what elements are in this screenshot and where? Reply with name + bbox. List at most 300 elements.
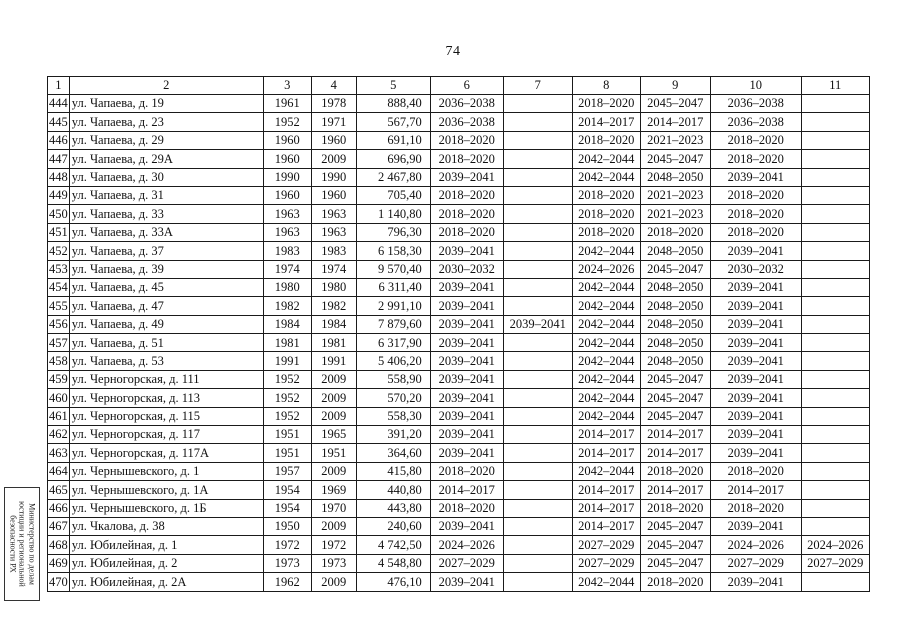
- year-built-cell: 1960: [263, 131, 311, 149]
- year-commissioned-cell: 1991: [311, 352, 356, 370]
- period-col-10-cell: 2018–2020: [710, 223, 801, 241]
- period-col-11-cell: [801, 352, 869, 370]
- period-col-11-cell: 2027–2029: [801, 554, 869, 572]
- period-col-7-cell: [503, 260, 572, 278]
- area-cell: 5 406,20: [356, 352, 430, 370]
- table-row: [48, 205, 870, 223]
- year-built-cell: 1952: [263, 370, 311, 388]
- period-col-10-cell: 2018–2020: [710, 499, 801, 517]
- row-number-cell: 457: [48, 334, 70, 352]
- table-row: [48, 481, 870, 499]
- table-row: [48, 242, 870, 260]
- period-col-10-cell: 2014–2017: [710, 481, 801, 499]
- address-cell: ул. Чапаева, д. 47: [69, 297, 263, 315]
- row-number-cell: 468: [48, 536, 70, 554]
- area-cell: 364,60: [356, 444, 430, 462]
- address-cell: ул. Чапаева, д. 33: [69, 205, 263, 223]
- row-number-cell: 451: [48, 223, 70, 241]
- year-commissioned-cell: 1983: [311, 242, 356, 260]
- address-cell: ул. Чапаева, д. 51: [69, 334, 263, 352]
- area-cell: 696,90: [356, 150, 430, 168]
- address-cell: ул. Чапаева, д. 49: [69, 315, 263, 333]
- period-col-8-cell: 2014–2017: [572, 499, 640, 517]
- year-built-cell: 1984: [263, 315, 311, 333]
- year-commissioned-cell: 2009: [311, 573, 356, 591]
- year-built-cell: 1957: [263, 462, 311, 480]
- year-commissioned-cell: 2009: [311, 462, 356, 480]
- period-col-10-cell: 2039–2041: [710, 407, 801, 425]
- period-col-6-cell: 2039–2041: [430, 168, 503, 186]
- row-number-cell: 454: [48, 278, 70, 296]
- period-col-11-cell: [801, 168, 869, 186]
- period-col-8-cell: 2042–2044: [572, 242, 640, 260]
- column-header-4: 4: [311, 77, 356, 95]
- area-cell: 4 548,80: [356, 554, 430, 572]
- period-col-8-cell: 2014–2017: [572, 481, 640, 499]
- column-header-6: 6: [430, 77, 503, 95]
- period-col-9-cell: 2045–2047: [640, 260, 710, 278]
- year-commissioned-cell: 1984: [311, 315, 356, 333]
- address-cell: ул. Чапаева, д. 29А: [69, 150, 263, 168]
- period-col-10-cell: 2039–2041: [710, 315, 801, 333]
- address-cell: ул. Чапаева, д. 30: [69, 168, 263, 186]
- table-row: [48, 426, 870, 444]
- year-built-cell: 1972: [263, 536, 311, 554]
- year-built-cell: 1991: [263, 352, 311, 370]
- period-col-11-cell: [801, 573, 869, 591]
- address-cell: ул. Чапаева, д. 37: [69, 242, 263, 260]
- period-col-11-cell: [801, 150, 869, 168]
- period-col-7-cell: [503, 278, 572, 296]
- period-col-6-cell: 2039–2041: [430, 573, 503, 591]
- column-header-10: 10: [710, 77, 801, 95]
- period-col-9-cell: 2014–2017: [640, 444, 710, 462]
- year-commissioned-cell: 1980: [311, 278, 356, 296]
- period-col-6-cell: 2039–2041: [430, 370, 503, 388]
- period-col-8-cell: 2042–2044: [572, 573, 640, 591]
- table-row: [48, 334, 870, 352]
- period-col-10-cell: 2039–2041: [710, 426, 801, 444]
- period-col-9-cell: 2045–2047: [640, 554, 710, 572]
- period-col-6-cell: 2039–2041: [430, 444, 503, 462]
- period-col-9-cell: 2045–2047: [640, 407, 710, 425]
- year-commissioned-cell: 2009: [311, 517, 356, 535]
- period-col-8-cell: 2042–2044: [572, 370, 640, 388]
- period-col-7-cell: [503, 462, 572, 480]
- period-col-9-cell: 2048–2050: [640, 315, 710, 333]
- address-cell: ул. Черногорская, д. 113: [69, 389, 263, 407]
- area-cell: 558,90: [356, 370, 430, 388]
- period-col-10-cell: 2039–2041: [710, 370, 801, 388]
- period-col-7-cell: [503, 573, 572, 591]
- period-col-6-cell: 2018–2020: [430, 223, 503, 241]
- period-col-6-cell: 2039–2041: [430, 242, 503, 260]
- period-col-9-cell: 2018–2020: [640, 462, 710, 480]
- period-col-6-cell: 2036–2038: [430, 95, 503, 113]
- year-built-cell: 1983: [263, 242, 311, 260]
- table-row: [48, 297, 870, 315]
- table-row: [48, 315, 870, 333]
- year-commissioned-cell: 1973: [311, 554, 356, 572]
- period-col-9-cell: 2048–2050: [640, 334, 710, 352]
- period-col-11-cell: [801, 481, 869, 499]
- column-header-5: 5: [356, 77, 430, 95]
- column-header-9: 9: [640, 77, 710, 95]
- period-col-6-cell: 2039–2041: [430, 297, 503, 315]
- table-row: [48, 278, 870, 296]
- address-cell: ул. Чкалова, д. 38: [69, 517, 263, 535]
- row-number-cell: 445: [48, 113, 70, 131]
- period-col-8-cell: 2027–2029: [572, 554, 640, 572]
- year-built-cell: 1962: [263, 573, 311, 591]
- table-row: [48, 186, 870, 204]
- table-body: [48, 95, 870, 592]
- period-col-6-cell: 2018–2020: [430, 186, 503, 204]
- year-built-cell: 1960: [263, 150, 311, 168]
- housing-register-table: [47, 76, 870, 592]
- period-col-11-cell: [801, 426, 869, 444]
- area-cell: 691,10: [356, 131, 430, 149]
- period-col-9-cell: 2045–2047: [640, 389, 710, 407]
- year-commissioned-cell: 2009: [311, 407, 356, 425]
- address-cell: ул. Черногорская, д. 115: [69, 407, 263, 425]
- row-number-cell: 446: [48, 131, 70, 149]
- period-col-7-cell: [503, 334, 572, 352]
- period-col-9-cell: 2048–2050: [640, 297, 710, 315]
- table-row: [48, 573, 870, 591]
- period-col-11-cell: [801, 186, 869, 204]
- row-number-cell: 466: [48, 499, 70, 517]
- period-col-8-cell: 2042–2044: [572, 462, 640, 480]
- area-cell: 415,80: [356, 462, 430, 480]
- period-col-6-cell: 2024–2026: [430, 536, 503, 554]
- area-cell: 7 879,60: [356, 315, 430, 333]
- year-built-cell: 1990: [263, 168, 311, 186]
- period-col-7-cell: [503, 481, 572, 499]
- period-col-10-cell: 2018–2020: [710, 131, 801, 149]
- period-col-10-cell: 2039–2041: [710, 517, 801, 535]
- year-commissioned-cell: 1974: [311, 260, 356, 278]
- period-col-11-cell: [801, 389, 869, 407]
- area-cell: 6 311,40: [356, 278, 430, 296]
- table-row: [48, 499, 870, 517]
- year-built-cell: 1954: [263, 481, 311, 499]
- address-cell: ул. Черногорская, д. 111: [69, 370, 263, 388]
- period-col-7-cell: [503, 242, 572, 260]
- period-col-7-cell: [503, 407, 572, 425]
- period-col-10-cell: 2018–2020: [710, 150, 801, 168]
- row-number-cell: 449: [48, 186, 70, 204]
- period-col-9-cell: 2014–2017: [640, 113, 710, 131]
- period-col-10-cell: 2039–2041: [710, 242, 801, 260]
- period-col-6-cell: 2039–2041: [430, 334, 503, 352]
- column-number-header: [48, 77, 870, 95]
- year-commissioned-cell: 1990: [311, 168, 356, 186]
- period-col-11-cell: [801, 260, 869, 278]
- row-number-cell: 455: [48, 297, 70, 315]
- period-col-6-cell: 2039–2041: [430, 389, 503, 407]
- period-col-7-cell: [503, 444, 572, 462]
- period-col-6-cell: 2014–2017: [430, 481, 503, 499]
- period-col-11-cell: [801, 278, 869, 296]
- address-cell: ул. Чапаева, д. 19: [69, 95, 263, 113]
- area-cell: 240,60: [356, 517, 430, 535]
- period-col-9-cell: 2018–2020: [640, 573, 710, 591]
- address-cell: ул. Чапаева, д. 23: [69, 113, 263, 131]
- period-col-7-cell: [503, 352, 572, 370]
- area-cell: 2 467,80: [356, 168, 430, 186]
- period-col-8-cell: 2018–2020: [572, 223, 640, 241]
- table-row: [48, 95, 870, 113]
- period-col-9-cell: 2045–2047: [640, 150, 710, 168]
- period-col-8-cell: 2027–2029: [572, 536, 640, 554]
- year-commissioned-cell: 1963: [311, 205, 356, 223]
- area-cell: 440,80: [356, 481, 430, 499]
- year-built-cell: 1974: [263, 260, 311, 278]
- period-col-11-cell: [801, 517, 869, 535]
- period-col-7-cell: [503, 554, 572, 572]
- period-col-7-cell: [503, 499, 572, 517]
- year-built-cell: 1960: [263, 186, 311, 204]
- area-cell: 6 158,30: [356, 242, 430, 260]
- year-commissioned-cell: 1981: [311, 334, 356, 352]
- period-col-11-cell: [801, 370, 869, 388]
- address-cell: ул. Чернышевского, д. 1А: [69, 481, 263, 499]
- row-number-cell: 467: [48, 517, 70, 535]
- period-col-10-cell: 2039–2041: [710, 352, 801, 370]
- row-number-cell: 450: [48, 205, 70, 223]
- period-col-10-cell: 2024–2026: [710, 536, 801, 554]
- period-col-6-cell: 2027–2029: [430, 554, 503, 572]
- table-row: [48, 352, 870, 370]
- period-col-10-cell: 2018–2020: [710, 462, 801, 480]
- period-col-9-cell: 2014–2017: [640, 481, 710, 499]
- period-col-11-cell: [801, 242, 869, 260]
- column-header-7: 7: [503, 77, 572, 95]
- address-cell: ул. Чернышевского, д. 1: [69, 462, 263, 480]
- period-col-10-cell: 2039–2041: [710, 389, 801, 407]
- period-col-6-cell: 2039–2041: [430, 352, 503, 370]
- period-col-11-cell: [801, 499, 869, 517]
- period-col-10-cell: 2036–2038: [710, 113, 801, 131]
- period-col-7-cell: [503, 205, 572, 223]
- period-col-9-cell: 2048–2050: [640, 168, 710, 186]
- period-col-11-cell: [801, 113, 869, 131]
- period-col-7-cell: [503, 389, 572, 407]
- year-commissioned-cell: 1963: [311, 223, 356, 241]
- period-col-10-cell: 2036–2038: [710, 95, 801, 113]
- period-col-8-cell: 2024–2026: [572, 260, 640, 278]
- year-built-cell: 1980: [263, 278, 311, 296]
- year-built-cell: 1961: [263, 95, 311, 113]
- period-col-11-cell: [801, 462, 869, 480]
- period-col-7-cell: [503, 223, 572, 241]
- table-row: [48, 131, 870, 149]
- period-col-6-cell: 2039–2041: [430, 315, 503, 333]
- period-col-8-cell: 2042–2044: [572, 352, 640, 370]
- row-number-cell: 452: [48, 242, 70, 260]
- period-col-7-cell: [503, 426, 572, 444]
- year-commissioned-cell: 1965: [311, 426, 356, 444]
- area-cell: 1 140,80: [356, 205, 430, 223]
- period-col-7-cell: 2039–2041: [503, 315, 572, 333]
- period-col-10-cell: 2039–2041: [710, 168, 801, 186]
- period-col-9-cell: 2048–2050: [640, 242, 710, 260]
- period-col-8-cell: 2042–2044: [572, 334, 640, 352]
- table-row: [48, 536, 870, 554]
- area-cell: 888,40: [356, 95, 430, 113]
- table-row: [48, 444, 870, 462]
- table-row: [48, 407, 870, 425]
- year-built-cell: 1952: [263, 113, 311, 131]
- period-col-8-cell: 2042–2044: [572, 315, 640, 333]
- period-col-7-cell: [503, 370, 572, 388]
- area-cell: 476,10: [356, 573, 430, 591]
- period-col-9-cell: 2018–2020: [640, 499, 710, 517]
- period-col-11-cell: [801, 205, 869, 223]
- address-cell: ул. Чапаева, д. 33А: [69, 223, 263, 241]
- period-col-11-cell: [801, 444, 869, 462]
- row-number-cell: 465: [48, 481, 70, 499]
- period-col-8-cell: 2042–2044: [572, 150, 640, 168]
- period-col-9-cell: 2018–2020: [640, 223, 710, 241]
- period-col-8-cell: 2018–2020: [572, 95, 640, 113]
- area-cell: 4 742,50: [356, 536, 430, 554]
- row-number-cell: 459: [48, 370, 70, 388]
- period-col-8-cell: 2014–2017: [572, 113, 640, 131]
- period-col-6-cell: 2018–2020: [430, 499, 503, 517]
- period-col-10-cell: 2039–2041: [710, 573, 801, 591]
- address-cell: ул. Чапаева, д. 31: [69, 186, 263, 204]
- year-commissioned-cell: 1972: [311, 536, 356, 554]
- year-commissioned-cell: 1978: [311, 95, 356, 113]
- period-col-6-cell: 2039–2041: [430, 278, 503, 296]
- period-col-10-cell: 2018–2020: [710, 186, 801, 204]
- year-built-cell: 1981: [263, 334, 311, 352]
- period-col-8-cell: 2014–2017: [572, 444, 640, 462]
- period-col-6-cell: 2018–2020: [430, 150, 503, 168]
- row-number-cell: 469: [48, 554, 70, 572]
- period-col-8-cell: 2042–2044: [572, 297, 640, 315]
- period-col-11-cell: [801, 315, 869, 333]
- table-row: [48, 462, 870, 480]
- period-col-11-cell: [801, 95, 869, 113]
- area-cell: 796,30: [356, 223, 430, 241]
- address-cell: ул. Юбилейная, д. 2А: [69, 573, 263, 591]
- period-col-10-cell: 2030–2032: [710, 260, 801, 278]
- period-col-8-cell: 2018–2020: [572, 131, 640, 149]
- period-col-6-cell: 2039–2041: [430, 517, 503, 535]
- table-row: [48, 554, 870, 572]
- year-built-cell: 1952: [263, 389, 311, 407]
- period-col-6-cell: 2018–2020: [430, 205, 503, 223]
- period-col-9-cell: 2045–2047: [640, 370, 710, 388]
- area-cell: 9 570,40: [356, 260, 430, 278]
- period-col-9-cell: 2045–2047: [640, 517, 710, 535]
- table-row: [48, 370, 870, 388]
- address-cell: ул. Юбилейная, д. 1: [69, 536, 263, 554]
- period-col-11-cell: 2024–2026: [801, 536, 869, 554]
- address-cell: ул. Чапаева, д. 39: [69, 260, 263, 278]
- period-col-11-cell: [801, 131, 869, 149]
- area-cell: 570,20: [356, 389, 430, 407]
- address-cell: ул. Чапаева, д. 29: [69, 131, 263, 149]
- period-col-7-cell: [503, 131, 572, 149]
- period-col-7-cell: [503, 186, 572, 204]
- period-col-10-cell: 2018–2020: [710, 205, 801, 223]
- period-col-9-cell: 2021–2023: [640, 186, 710, 204]
- row-number-cell: 470: [48, 573, 70, 591]
- period-col-11-cell: [801, 407, 869, 425]
- period-col-9-cell: 2021–2023: [640, 205, 710, 223]
- table-row: [48, 150, 870, 168]
- table-row: [48, 223, 870, 241]
- area-cell: 2 991,10: [356, 297, 430, 315]
- period-col-8-cell: 2014–2017: [572, 517, 640, 535]
- period-col-6-cell: 2039–2041: [430, 426, 503, 444]
- table-row: [48, 517, 870, 535]
- table-row: [48, 168, 870, 186]
- area-cell: 6 317,90: [356, 334, 430, 352]
- row-number-cell: 453: [48, 260, 70, 278]
- row-number-cell: 463: [48, 444, 70, 462]
- address-cell: ул. Чапаева, д. 45: [69, 278, 263, 296]
- year-commissioned-cell: 1951: [311, 444, 356, 462]
- year-built-cell: 1954: [263, 499, 311, 517]
- period-col-7-cell: [503, 517, 572, 535]
- row-number-cell: 458: [48, 352, 70, 370]
- address-cell: ул. Черногорская, д. 117А: [69, 444, 263, 462]
- row-number-cell: 462: [48, 426, 70, 444]
- row-number-cell: 456: [48, 315, 70, 333]
- period-col-8-cell: 2042–2044: [572, 168, 640, 186]
- period-col-8-cell: 2018–2020: [572, 205, 640, 223]
- registration-stamp: [4, 487, 40, 601]
- period-col-6-cell: 2036–2038: [430, 113, 503, 131]
- period-col-9-cell: 2021–2023: [640, 131, 710, 149]
- area-cell: 567,70: [356, 113, 430, 131]
- address-cell: ул. Черногорская, д. 117: [69, 426, 263, 444]
- period-col-8-cell: 2042–2044: [572, 278, 640, 296]
- row-number-cell: 448: [48, 168, 70, 186]
- row-number-cell: 460: [48, 389, 70, 407]
- period-col-10-cell: 2027–2029: [710, 554, 801, 572]
- area-cell: 391,20: [356, 426, 430, 444]
- year-commissioned-cell: 1960: [311, 131, 356, 149]
- year-built-cell: 1951: [263, 426, 311, 444]
- table-row: [48, 389, 870, 407]
- period-col-7-cell: [503, 95, 572, 113]
- period-col-6-cell: 2030–2032: [430, 260, 503, 278]
- year-built-cell: 1973: [263, 554, 311, 572]
- period-col-6-cell: 2039–2041: [430, 407, 503, 425]
- table-row: [48, 260, 870, 278]
- year-commissioned-cell: 1969: [311, 481, 356, 499]
- row-number-cell: 464: [48, 462, 70, 480]
- year-built-cell: 1982: [263, 297, 311, 315]
- area-cell: 558,30: [356, 407, 430, 425]
- address-cell: ул. Чернышевского, д. 1Б: [69, 499, 263, 517]
- year-built-cell: 1952: [263, 407, 311, 425]
- column-header-3: 3: [263, 77, 311, 95]
- period-col-9-cell: 2045–2047: [640, 95, 710, 113]
- stamp-text: Министерство по делам юстиции и региональной безопасности РХ: [8, 501, 37, 587]
- period-col-8-cell: 2014–2017: [572, 426, 640, 444]
- year-commissioned-cell: 2009: [311, 370, 356, 388]
- row-number-cell: 461: [48, 407, 70, 425]
- area-cell: 443,80: [356, 499, 430, 517]
- period-col-8-cell: 2042–2044: [572, 407, 640, 425]
